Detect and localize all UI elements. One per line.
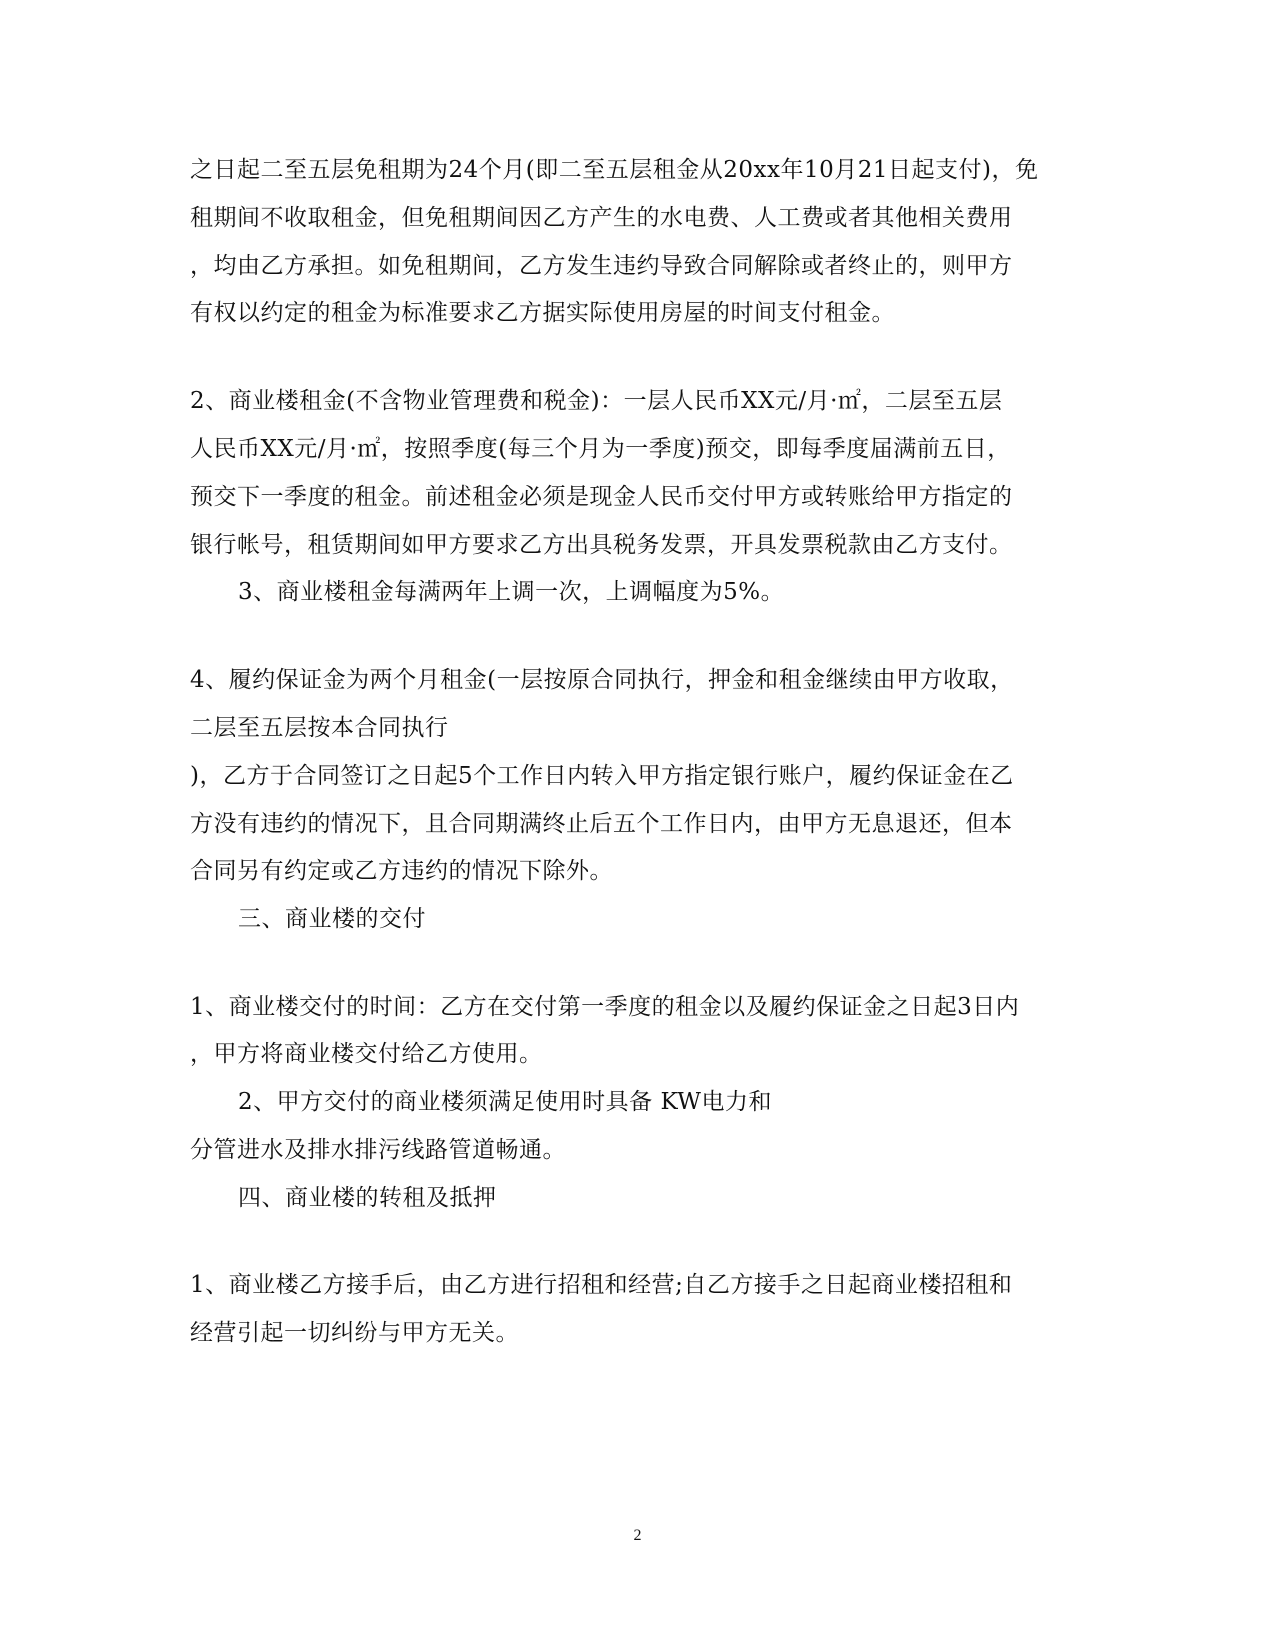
text-line: ，甲方将商业楼交付给乙方使用。 — [190, 1041, 543, 1067]
text-line: 二层至五层按本合同执行 — [190, 715, 449, 741]
text-line: 2、甲方交付的商业楼须满足使用时具备 KW电力和 — [238, 1089, 772, 1115]
page-number: 2 — [633, 1527, 642, 1544]
text-line: 3、商业楼租金每满两年上调一次，上调幅度为5%。 — [238, 579, 785, 605]
text-line: 预交下一季度的租金。前述租金必须是现金人民币交付甲方或转账给甲方指定的 — [190, 484, 1013, 510]
text-line: 合同另有约定或乙方违约的情况下除外。 — [190, 858, 613, 884]
text-line: )，乙方于合同签订之日起5个工作日内转入甲方指定银行账户，履约保证金在乙 — [190, 763, 1014, 789]
text-line: 1、商业楼交付的时间：乙方在交付第一季度的租金以及履约保证金之日起3日内 — [190, 994, 1020, 1020]
text-line: 1、商业楼乙方接手后，由乙方进行招租和经营;自乙方接手之日起商业楼招租和 — [190, 1272, 1013, 1298]
text-line: 有权以约定的租金为标准要求乙方据实际使用房屋的时间支付租金。 — [190, 300, 895, 326]
text-line: ，均由乙方承担。如免租期间，乙方发生违约导致合同解除或者终止的，则甲方 — [190, 253, 1013, 279]
text-line: 银行帐号，租赁期间如甲方要求乙方出具税务发票，开具发票税款由乙方支付。 — [190, 532, 1013, 558]
section-heading: 三、商业楼的交付 — [238, 906, 426, 932]
text-line: 分管进水及排水排污线路管道畅通。 — [190, 1137, 566, 1163]
text-line: 人民币XX元/月·㎡，按照季度(每三个月为一季度)预交，即每季度届满前五日， — [190, 436, 1011, 462]
text-line: 租期间不收取租金，但免租期间因乙方产生的水电费、人工费或者其他相关费用 — [190, 205, 1013, 231]
text-line: 之日起二至五层免租期为24个月(即二至五层租金从20xx年10月21日起支付)，免 — [190, 157, 1039, 183]
text-line: 经营引起一切纠纷与甲方无关。 — [190, 1320, 519, 1346]
text-line: 4、履约保证金为两个月租金(一层按原合同执行，押金和租金继续由甲方收取， — [190, 667, 1014, 693]
section-heading: 四、商业楼的转租及抵押 — [238, 1185, 497, 1211]
text-line: 方没有违约的情况下，且合同期满终止后五个工作日内，由甲方无息退还，但本 — [190, 811, 1013, 837]
text-line: 2、商业楼租金(不含物业管理费和税金)：一层人民币XX元/月·㎡，二层至五层 — [190, 388, 1003, 414]
